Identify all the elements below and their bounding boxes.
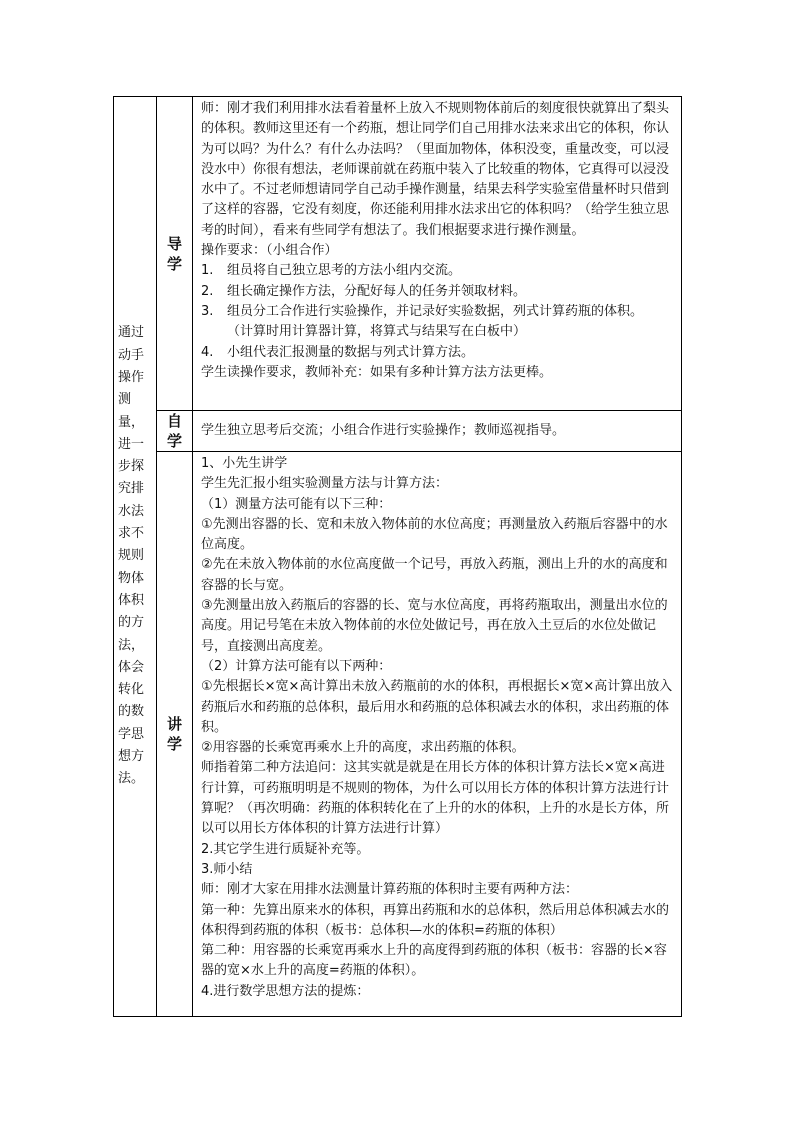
paragraph: ①先根据长×宽×高计算出未放入药瓶前的水的体积，再根据长×宽×高计算出放入药瓶后水和药瓶的总体积，最后用水和药瓶的总体积减去水的体积，求出药瓶的体积。 <box>201 679 673 735</box>
paragraph: 学生先汇报小组实验测量方法与计算方法： <box>201 476 449 492</box>
goal-line: 求不 <box>118 526 145 542</box>
list-item <box>201 282 675 302</box>
goal-text <box>118 322 154 790</box>
paragraph: 学生读操作要求，教师补充：如果有多种计算方法方法更棒。 <box>201 364 553 380</box>
stage-char: 讲 <box>166 715 182 733</box>
list-number: 1. <box>201 263 214 279</box>
table-row-zi <box>114 411 682 452</box>
list-item <box>201 302 675 322</box>
goal-line: 测量， <box>118 392 145 430</box>
list-text: 组长确定操作方法，分配好每人的任务并领取材料。 <box>227 283 527 299</box>
goal-line: 的数 <box>118 704 145 720</box>
stage-label-jiang <box>157 452 193 1017</box>
content-dao <box>193 97 682 411</box>
goal-line: 进一 <box>118 436 145 452</box>
list-text: 组员将自己独立思考的方法小组内交流。 <box>227 263 462 279</box>
list-number: 3. <box>201 303 214 319</box>
paragraph: 师：刚才大家在用排水法测量计算药瓶的体积时主要有两种方法： <box>201 882 579 898</box>
list-number: 2. <box>201 283 214 299</box>
goal-line: 究排 <box>118 481 145 497</box>
list-text: 小组代表汇报测量的数据与列式计算方法。 <box>227 344 475 360</box>
goal-line: 规则 <box>118 548 145 564</box>
stage-label-text <box>166 714 184 754</box>
paragraph: 1、小先生讲学 <box>201 456 288 471</box>
stage-char: 学 <box>166 432 182 450</box>
goal-line: 水法 <box>118 503 145 519</box>
goal-line: 法。 <box>118 771 145 787</box>
goal-line: 步探 <box>118 459 145 475</box>
stage-char: 导 <box>166 234 182 253</box>
stage-char: 学 <box>166 735 182 753</box>
paragraph: 3.师小结 <box>201 861 253 877</box>
paragraph: ②用容器的长乘宽再乘水上升的高度，求出药瓶的体积。 <box>201 740 525 756</box>
paragraph: 师：刚才我们利用排水法看着量杯上放入不规则物体前后的刻度很快就算出了梨头的体积。教师这里还有一个药瓶，想让同学们自己用排水法来求出它的体积，你认为可以吗？为什么？有什么办法吗？（里面加物体，体积没变，重量改变，可以浸没水中）你很有想法，老师课前就在药瓶中装入了比较重的物体，它真得可以浸没水中了。不过老师想请同学自己动手操作测量，结果去科学实验室借量杯时只借到了这样的容器，它没有刻度，你还能利用排水法求出它的体积吗？（给学生独立思考的时间），看来有些同学有想法了。我们根据要求进行操作测量。 <box>201 101 670 238</box>
goal-line: 的方 <box>118 615 145 631</box>
paragraph: 4.进行数学思想方法的提炼： <box>201 983 370 999</box>
table-row-jiang <box>114 452 682 1017</box>
paragraph: 第二种：用容器的长乘宽再乘水上升的高度得到药瓶的体积（板书：容器的长×容器的宽×水上升的高度=药瓶的体积）。 <box>201 943 667 979</box>
list-note: （计算时用计算器计算，将算式与结果写在白板中） <box>227 324 527 340</box>
paragraph: ②先在未放入物体前的水位高度做一个记号，再放入药瓶，测出上升的水的高度和容器的长与宽。 <box>201 557 668 593</box>
paragraph: 操作要求：（小组合作） <box>201 243 338 259</box>
paragraph: ①先测出容器的长、宽和未放入物体前的水位高度；再测量放入药瓶后容器中的水位高度。 <box>201 516 668 553</box>
goal-line: 想方 <box>118 749 145 765</box>
stage-char: 自 <box>166 412 182 430</box>
list-item <box>201 261 675 281</box>
goal-line: 物体 <box>118 570 145 586</box>
goal-line: 体会 <box>118 659 145 675</box>
content-zi <box>193 411 682 452</box>
goal-cell <box>114 97 157 1017</box>
list-number: 4. <box>201 344 214 360</box>
stage-label-text <box>166 411 184 451</box>
lesson-plan-table <box>113 96 682 1017</box>
list-text: 组员分工合作进行实验操作，并记录好实验数据，列式计算药瓶的体积。 <box>227 303 644 319</box>
list-item <box>201 343 675 363</box>
stage-char: 学 <box>166 254 182 273</box>
goal-line: 学思 <box>118 726 145 742</box>
goal-line: 法， <box>118 637 145 653</box>
stage-label-dao <box>157 97 193 411</box>
goal-line: 通过 <box>118 325 145 341</box>
paragraph: （2）计算方法可能有以下两种： <box>201 658 392 674</box>
paragraph: 第一种：先算出原来水的体积，再算出药瓶和水的总体积，然后用总体积减去水的体积得到药瓶的体积（板书：总体积—水的体积=药瓶的体积） <box>201 902 670 938</box>
goal-line: 操作 <box>118 369 145 385</box>
stage-label-zi <box>157 411 193 452</box>
goal-line: 转化 <box>118 682 145 698</box>
paragraph: 学生独立思考后交流；小组合作进行实验操作；教师巡视指导。 <box>201 422 566 438</box>
stage-label-text <box>166 234 184 274</box>
content-jiang <box>193 452 682 1017</box>
goal-line: 体积 <box>118 592 145 608</box>
paragraph: 2.其它学生进行质疑补充等。 <box>201 841 370 857</box>
paragraph: （1）测量方法可能有以下三种： <box>201 496 392 512</box>
paragraph: ③先测量出放入药瓶后的容器的长、宽与水位高度，再将药瓶取出，测量出水位的高度。用记号笔在未放入物体前的水位处做记号，再在放入土豆后的水位处做记号，直接测出高度差。 <box>201 598 668 654</box>
paragraph: 师指着第二种方法追问：这其实就是就是在用长方体的体积计算方法长×宽×高进行计算，可药瓶明明是不规则的物体，为什么可以用长方体的体积计算方法进行计算呢？（再次明确：药瓶的体积转化在了上升的水的体积，上升的水是长方体，所以可以用长方体体积的计算方法进行计算） <box>201 760 670 837</box>
table-row-dao <box>114 97 682 411</box>
goal-line: 动手 <box>118 347 145 363</box>
